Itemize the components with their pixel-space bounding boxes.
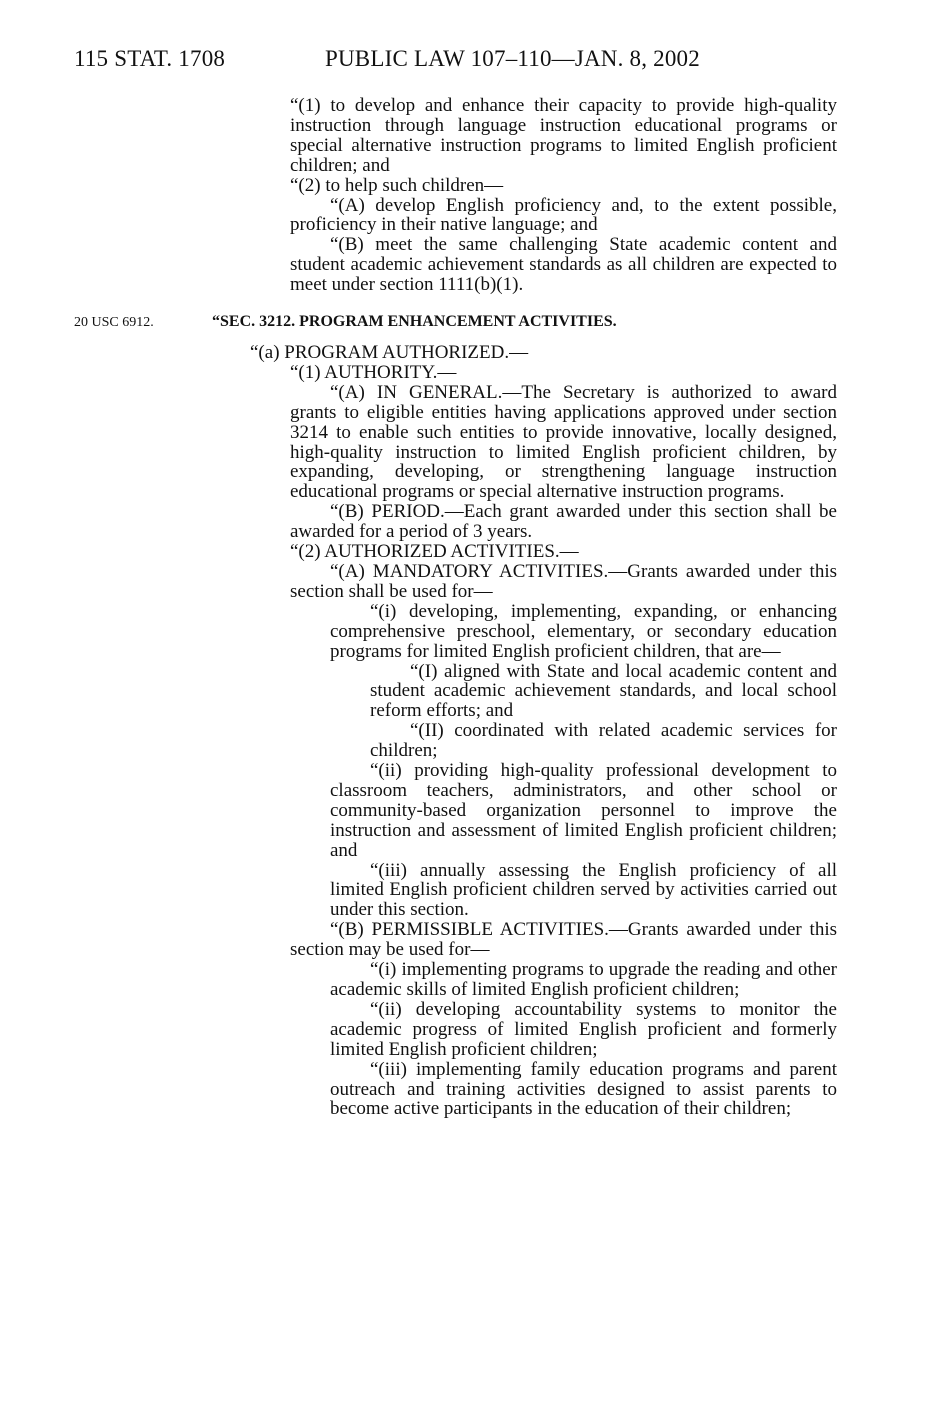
- subclause-a2A-i-II: “(II) coordinated with related academic services for children;: [370, 720, 837, 762]
- para-a1-heading: “(1) AUTHORITY.—: [290, 361, 457, 383]
- clause-a2B-iii: “(iii) implementing family education programs and parent outreach and training activities designed to assist parents to become active participants in the education of their children;: [330, 1058, 837, 1120]
- header-law: PUBLIC LAW 107–110—JAN. 8, 2002: [325, 46, 700, 71]
- clause-a2A-iii: “(iii) annually assessing the English proficiency of all limited English proficient children served by activities carried out under this section.: [330, 859, 837, 921]
- clause-a2B-ii: “(ii) developing accountability systems to monitor the academic progress of limited English proficient and formerly limited English proficient children;: [330, 998, 837, 1060]
- section-heading: “SEC. 3212. PROGRAM ENHANCEMENT ACTIVITIES.: [212, 313, 617, 330]
- subclause-a2A-i-I: “(I) aligned with State and local academic content and student academic achievement standards, and local school reform efforts; and: [370, 660, 837, 722]
- main-block: [0, 342, 837, 1120]
- para-a2A: “(A) MANDATORY ACTIVITIES.—Grants awarded under this section shall be used for—: [290, 560, 837, 602]
- subsection-a-heading: “(a) PROGRAM AUTHORIZED.—: [250, 342, 529, 363]
- header-stat: 115 STAT. 1708: [74, 46, 226, 71]
- para-a2B: “(B) PERMISSIBLE ACTIVITIES.—Grants awarded under this section may be used for—: [290, 919, 837, 961]
- para-2B: “(B) meet the same challenging State academic content and student academic achievement standards as all children are expected to meet under section 1111(b)(1).: [290, 234, 837, 296]
- clause-a2B-i: “(i) implementing programs to upgrade the reading and other academic skills of limited English proficient children;: [330, 959, 837, 1000]
- para-a1B: “(B) PERIOD.—Each grant awarded under this section shall be awarded for a period of 3 years.: [290, 501, 837, 543]
- para-a2-heading: “(2) AUTHORIZED ACTIVITIES.—: [290, 541, 579, 563]
- clause-a2A-i: “(i) developing, implementing, expanding, or enhancing comprehensive preschool, elementary, or secondary education programs for limited English proficient children, that are—: [330, 600, 837, 662]
- para-2: “(2) to help such children—: [290, 174, 504, 196]
- margin-citation: 20 USC 6912.: [74, 315, 154, 330]
- top-block: [0, 95, 837, 296]
- para-1: “(1) to develop and enhance their capacity to provide high-quality instruction through language instruction educational programs or special alternative instruction programs to limited English proficient children; and: [290, 95, 837, 176]
- para-a1A: “(A) IN GENERAL.—The Secretary is authorized to award grants to eligible entities having applications approved under section 3214 to enable such entities to provide innovative, locally designed, high-quality instruction to limited English proficient children, by expanding, developing, or strengthening language instruction educational programs or special alternative instruction programs.: [290, 381, 837, 503]
- clause-a2A-ii: “(ii) providing high-quality professional development to classroom teachers, administrators, and other school or community-based organization personnel to improve the instruction and assessment of limited English proficient children; and: [330, 760, 837, 861]
- para-2A: “(A) develop English proficiency and, to the extent possible, proficiency in their native language; and: [290, 194, 837, 236]
